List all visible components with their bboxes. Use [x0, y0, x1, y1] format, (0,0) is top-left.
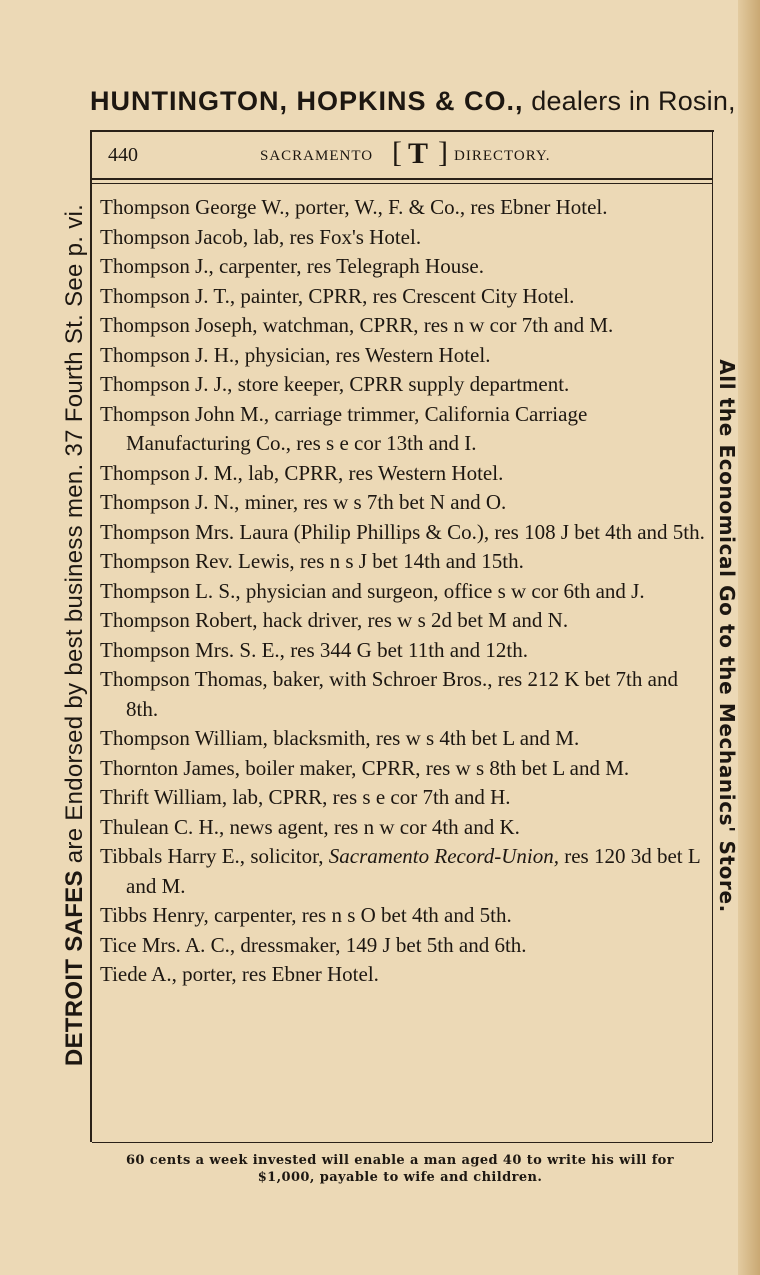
entry-details: carpenter, res Telegraph House. [213, 254, 484, 278]
entry-details: lab, CPRR, res s e cor 7th and H. [227, 785, 511, 809]
entry-name: Thompson J. N., [100, 490, 240, 514]
entry-name: Tiede A., [100, 962, 177, 986]
header-ad-text: dealers in Rosin, [531, 86, 736, 116]
directory-entry [100, 518, 705, 548]
entry-name: Thompson J. T., [100, 283, 236, 308]
entry-details: res n s J bet 14th and 15th. [294, 549, 524, 573]
section-letter: T [408, 137, 429, 170]
running-head-rule-thin [92, 183, 712, 184]
entry-name: Thompson J. J., [100, 372, 233, 396]
directory-entry [100, 960, 705, 990]
directory-entry [100, 931, 705, 961]
directory-entry [100, 341, 705, 371]
bracket-close: ] [438, 136, 448, 169]
top-rule [90, 130, 714, 132]
running-head-city: SACRAMENTO [260, 148, 374, 164]
entry-italic: Sacramento Record-Union, [328, 844, 559, 868]
entry-details: porter, res Ebner Hotel. [176, 962, 379, 986]
entry-details: blacksmith, res w s 4th bet L and M. [267, 726, 580, 750]
entry-details: (Philip Phillips & Co.), res 108 J bet 4th and 5th. [288, 519, 705, 544]
directory-entry [100, 754, 705, 784]
entry-name: Thompson J. H., [100, 342, 240, 367]
entry-details: hack driver, res w s 2d bet M and N. [257, 608, 569, 632]
footer-note [100, 1152, 700, 1186]
directory-entry [100, 665, 705, 724]
entry-name: Tibbs Henry, [100, 903, 209, 927]
entry-name: Thompson William, [100, 726, 268, 750]
entry-name: Thompson Rev. Lewis, [100, 549, 295, 573]
entry-details: solicitor, [245, 844, 329, 868]
footer-note-line-2: $1,000, payable to wife and children. [257, 1170, 543, 1185]
entry-name: Thompson J., [100, 254, 214, 278]
entry-details: res 344 G bet 11th and 12th. [284, 637, 528, 662]
entry-name: Thrift William, [100, 785, 228, 809]
entry-details: lab, CPRR, res Western Hotel. [242, 460, 504, 485]
running-head-directory: DIRECTORY. [454, 148, 551, 164]
entry-name: Thompson George W., [100, 195, 290, 219]
directory-entries [100, 193, 705, 990]
header-ad-firm: HUNTINGTON, HOPKINS & CO., [90, 86, 524, 116]
entry-details: carpenter, res n s O bet 4th and 5th. [208, 903, 512, 927]
entry-details: painter, CPRR, res Crescent City Hotel. [235, 283, 575, 308]
entry-name: Thompson L. S., [100, 578, 241, 603]
directory-entry [100, 783, 705, 813]
entry-details: physician and surgeon, office s w cor 6th and J. [240, 578, 645, 603]
entry-details: baker, with Schroer Bros., res 212 K bet 7th and 8th. [126, 667, 678, 721]
bracket-open: [ [392, 136, 402, 169]
directory-entry [100, 547, 705, 577]
directory-entry [100, 813, 705, 843]
entry-name: Thompson Mrs. S. E., [100, 637, 285, 662]
entry-details: news agent, res n w cor 4th and K. [224, 814, 520, 839]
header-advertisement [90, 86, 736, 117]
entry-name: Thompson Jacob, [100, 224, 249, 249]
directory-entry [100, 577, 705, 607]
entry-details: lab, res Fox's Hotel. [248, 224, 422, 249]
directory-entry [100, 252, 705, 282]
right-margin-ad-text: All the Economical Go to the Mechanics' Store. [715, 359, 739, 913]
footer-note-line-1: 60 cents a week invested will enable a man aged 40 to write his will for [125, 1153, 675, 1168]
entry-name: Thompson Joseph, [100, 313, 258, 337]
directory-entry [100, 400, 705, 459]
entry-name: Thulean C. H., [100, 814, 225, 839]
entry-details: physician, res Western Hotel. [239, 342, 491, 367]
entry-details: boiler maker, CPRR, res w s 8th bet L and M. [239, 755, 630, 780]
entry-details: carriage trimmer, California Carriage Manufacturing Co., res s e cor 13th and I. [126, 401, 588, 455]
page-edge [738, 0, 760, 1275]
entry-name: Tibbals Harry E., [100, 844, 246, 868]
entry-name: Thompson Thomas, [100, 667, 268, 691]
directory-entry [100, 282, 705, 312]
right-rule [712, 130, 713, 1142]
entry-details: porter, W., F. & Co., res Ebner Hotel. [289, 195, 608, 219]
entry-details: watchman, CPRR, res n w cor 7th and M. [257, 313, 614, 337]
left-margin-ad-firm: DETROIT SAFES [61, 870, 88, 1067]
entry-name: Thompson Robert, [100, 608, 258, 632]
bottom-rule [92, 1142, 712, 1143]
directory-entry [100, 193, 705, 223]
entry-details: miner, res w s 7th bet N and O. [239, 490, 507, 514]
directory-entry [100, 901, 705, 931]
entry-name: Tice Mrs. A. C., [100, 932, 236, 957]
left-margin-ad-text: are Endorsed by best business men. 37 Fourth St. See p. vi. [61, 203, 88, 871]
left-rule [90, 130, 92, 1142]
entry-name: Thornton James, [100, 755, 240, 780]
entry-details: store keeper, CPRR supply department. [232, 372, 570, 396]
directory-entry [100, 724, 705, 754]
entry-name: Thompson J. M., [100, 460, 243, 485]
entry-name: Thompson Mrs. Laura [100, 519, 289, 544]
entry-details-cont: res 120 3d bet L and M. [126, 844, 700, 898]
running-head [108, 136, 706, 176]
entry-name: Thompson John M., [100, 401, 270, 426]
directory-entry [100, 636, 705, 666]
page-number: 440 [108, 144, 138, 166]
directory-entry [100, 459, 705, 489]
running-head-rule-thick [92, 178, 712, 180]
directory-entry [100, 311, 705, 341]
directory-entry [100, 488, 705, 518]
directory-entry [100, 842, 705, 901]
directory-entry [100, 370, 705, 400]
directory-entry [100, 223, 705, 253]
entry-details: dressmaker, 149 J bet 5th and 6th. [235, 932, 527, 957]
directory-entry [100, 606, 705, 636]
